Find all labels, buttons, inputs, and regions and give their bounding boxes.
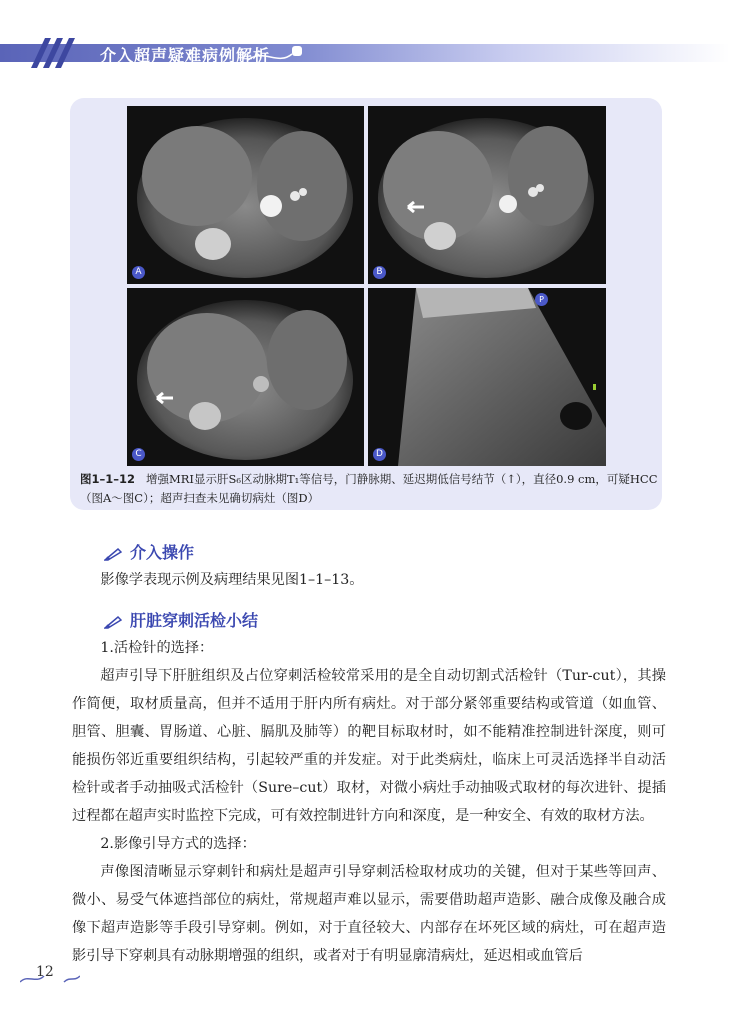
paragraph: 1.活检针的选择： xyxy=(100,640,214,656)
probe-marker: P xyxy=(535,293,548,306)
section-body-biopsy-summary xyxy=(72,634,666,970)
page-number: 12 xyxy=(36,964,54,980)
mri-image-a xyxy=(127,106,364,284)
caption-id: 图1–1–12 xyxy=(80,472,136,486)
ultrasound-image-d xyxy=(368,288,606,466)
section-heading-intervention: 介入操作 xyxy=(104,540,194,563)
header-stripes xyxy=(38,38,98,68)
pen-icon xyxy=(104,547,122,561)
panel-label-c: C xyxy=(132,448,145,461)
ultrasound-probe-icon xyxy=(248,40,308,66)
panel-label-a: A xyxy=(132,266,145,279)
panel-label-d: D xyxy=(373,448,386,461)
paragraph: 超声引导下肝脏组织及占位穿刺活检较常采用的是全自动切割式活检针（Tur-cut），其操作简便，取材质量高，但并不适用于肝内所有病灶。对于部分紧邻重要结构或管道（如血管、胆管、胆囊、胃肠道、心脏、膈肌及肺等）的靶目标取材时，如不能精准控制进针深度，则可能损伤邻近重要组织结构，引起较严重的并发症。对于此类病灶，临床上可灵活选择半自动活检针或者手动抽吸式活检针（Sure–cut）取材，对微小病灶手动抽吸式取材的每次进针、提插过程都在超声实时监控下完成，可有效控制进针方向和深度，是一种安全、有效的取材方法。 xyxy=(72,668,666,824)
section-body-intervention xyxy=(72,566,666,594)
pen-icon xyxy=(104,615,122,629)
paragraph: 影像学表现示例及病理结果见图1–1–13。 xyxy=(100,572,364,588)
mri-image-b xyxy=(368,106,606,284)
section-heading-biopsy-summary: 肝脏穿刺活检小结 xyxy=(104,608,258,631)
mri-image-c xyxy=(127,288,364,466)
paragraph: 2.影像引导方式的选择： xyxy=(100,836,256,852)
panel-label-b: B xyxy=(373,266,386,279)
caption-text: 增强MRI显示肝S₆区动脉期T₁等信号，门静脉期、延迟期低信号结节（↑），直径0.9 cm，可疑HCC（图A～图C）；超声扫查未见确切病灶（图D） xyxy=(80,472,658,505)
book-title: 介入超声疑难病例解析 xyxy=(100,46,271,65)
running-header xyxy=(0,38,730,68)
figure-caption xyxy=(80,470,662,508)
paragraph: 声像图清晰显示穿刺针和病灶是超声引导穿刺活检取材成功的关键，但对于某些等回声、微小、易受气体遮挡部位的病灶，常规超声难以显示，需要借助超声造影、融合成像及融合成像下超声造影等手段引导穿刺。例如，对于直径较大、内部存在坏死区域的病灶，可在超声造影引导下穿刺具有动脉期增强的组织，或者对于有明显廓清病灶，延迟相或血管后 xyxy=(72,864,666,964)
